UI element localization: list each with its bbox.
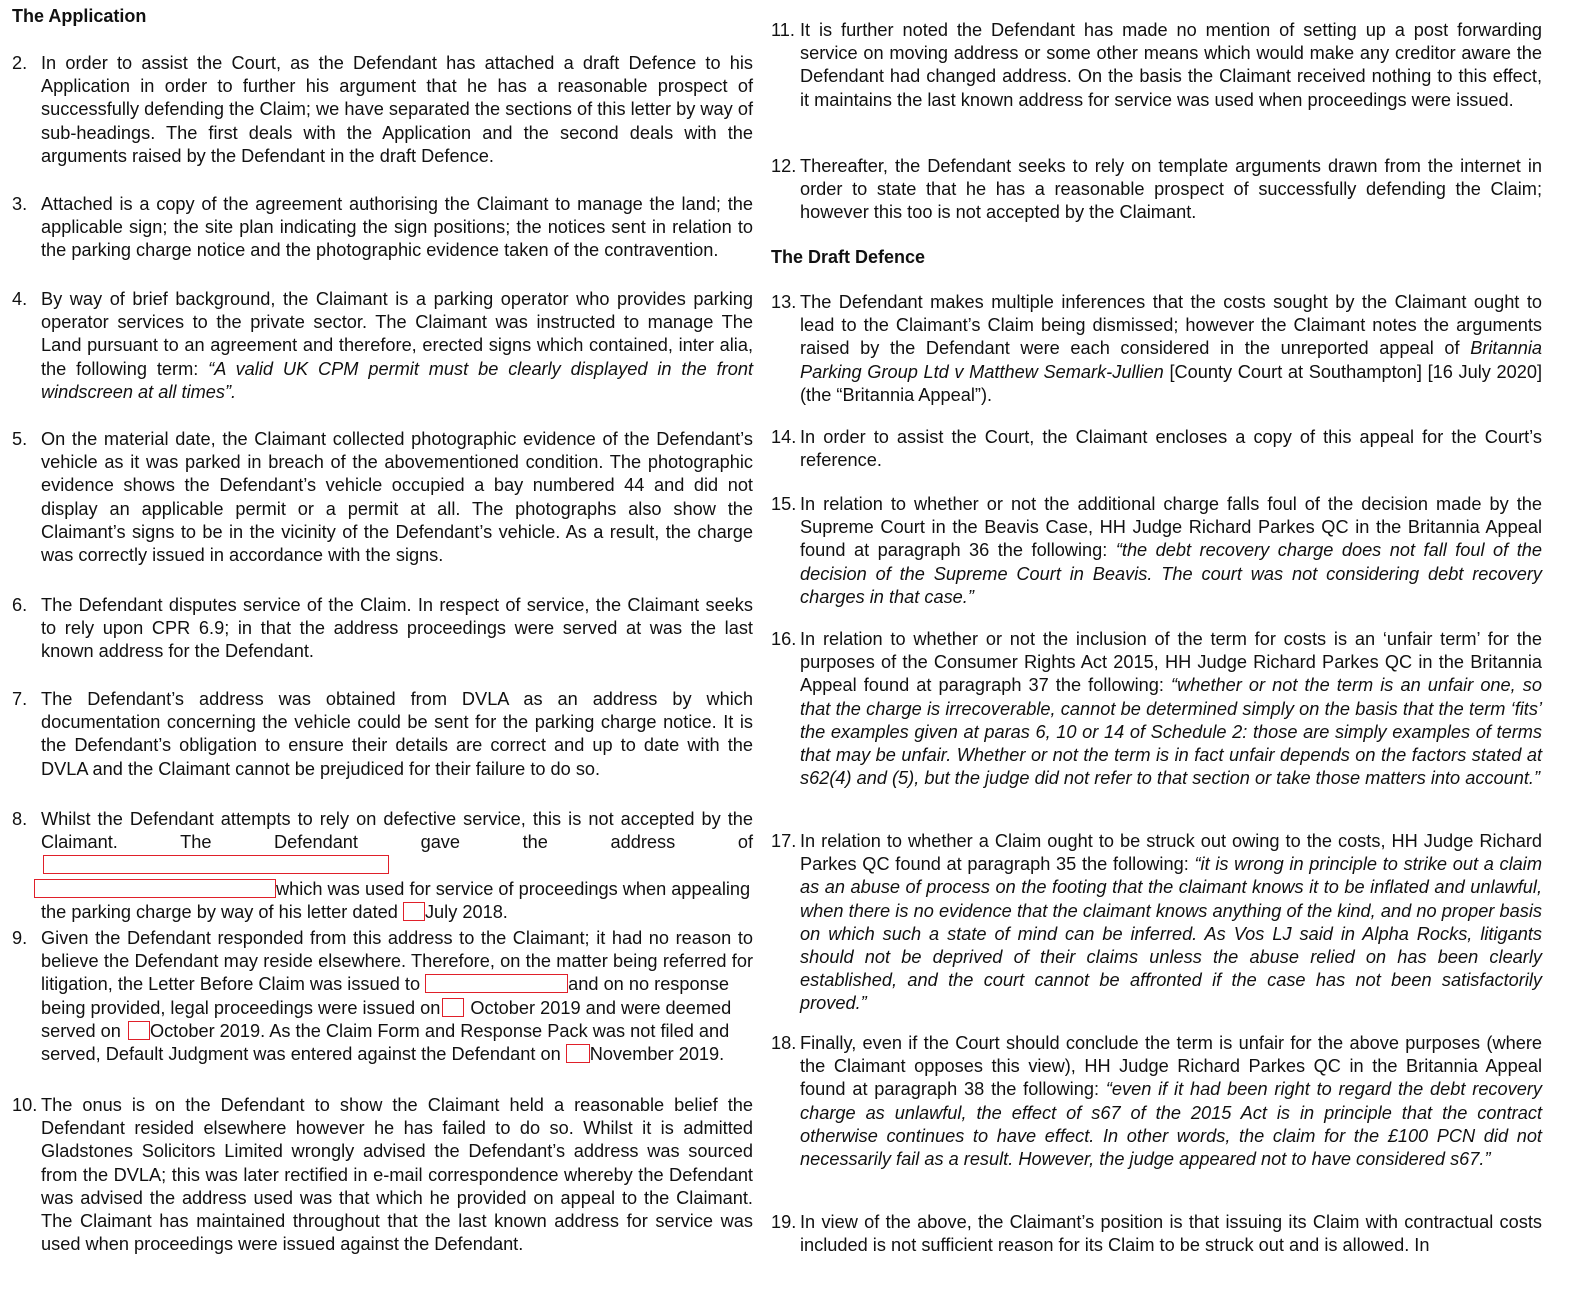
paragraph-number: 4. — [12, 289, 28, 309]
paragraph-number: 7. — [12, 689, 28, 709]
section-heading-draft-defence: The Draft Defence — [771, 247, 926, 267]
quoted-judgment: “it is wrong in principle to strike out a claim as an abuse of process on the footing that the claimant knows it to be inflated and unlawful, when there is no evidence that the claimant knows anything of the kind, and no proper basis on which such a state of mind can be inferred. As Vos LJ said in Alpha Rocks, litigants should not be deprived of their claims unless the abuse relied on has been clearly established, and the court cannot be affronted if the case has not been satisfactorily proved.” — [800, 854, 1542, 1014]
paragraph-text: Whilst the Defendant attempts to rely on defective service, this is not accepted by the Claimant. The Defendant gave the address of — [41, 809, 753, 853]
paragraph-text: The Defendant disputes service of the Claim. In respect of service, the Claimant seeks to rely upon CPR 6.9; in that the address proceedings were served at was the last known address for the Defendant. — [41, 595, 753, 662]
quoted-sign-term: “A valid UK CPM permit must be clearly displayed in the front windscreen at all times”. — [41, 358, 754, 402]
paragraph-number: 2. — [12, 53, 28, 73]
paragraph-text-run: By way of brief background, the Claimant is a parking operator who provides parking operator services to the private sector. The Claimant was instructed to manage The Land pursuant to an agreement and therefore, erected signs which contained, inter alia, the following term: — [41, 289, 753, 379]
paragraph-text: served, Default Judgment was entered against the Defendant on — [41, 1044, 561, 1065]
paragraph-text: October 2019 and were deemed — [470, 997, 732, 1018]
paragraph-text: In relation to whether a Claim ought to be struck out owing to the costs, HH Judge Richard Parkes QC found at paragraph 35 the following: — [800, 831, 1542, 875]
paragraph-text: October 2019. As the Claim Form and Response Pack was not filed and — [149, 1020, 730, 1041]
paragraph-text: being provided, legal proceedings were issued on — [41, 997, 441, 1018]
paragraph-text: It is further noted the Defendant has made no mention of setting up a post forwarding service on moving address or some other means which would make any creditor aware the Defendant had changed address. On the basis the Claimant received nothing to this effect, it maintains the last known address for service was used when proceedings were issued. — [800, 20, 1542, 110]
paragraph-number: 17. — [771, 831, 797, 851]
paragraph-text: In order to assist the Court, as the Defendant has attached a draft Defence to his Application in order to further his argument that he has a reasonable prospect of successfully defending the Claim; we have separated the sections of this letter by way of sub-headings. The first deals with the Application and the second deals with the arguments raised by the Defendant in the draft Defence. — [41, 53, 753, 166]
paragraph-number: 10. — [12, 1095, 38, 1115]
paragraph-text: In order to assist the Court, the Claimant encloses a copy of this appeal for the Court’s reference. — [800, 427, 1542, 471]
paragraph-8 — [12, 808, 757, 924]
quoted-judgment: “the debt recovery charge does not fall foul of the decision of the Supreme Court in Beavis. The court was not considering debt recovery charges in that case.” — [800, 540, 1542, 607]
redacted-address — [34, 879, 276, 898]
paragraph-text: served on — [41, 1020, 121, 1041]
redacted-date — [442, 998, 464, 1017]
paragraph-15 — [771, 493, 1542, 609]
paragraph-text: Given the Defendant responded from this address to the Claimant; it had no reason to believe the Defendant may reside elsewhere. Therefore, on the matter being referred for litigation, the Letter Before Claim was issued to — [41, 928, 753, 995]
paragraph-3 — [12, 193, 753, 263]
paragraph-number: 6. — [12, 595, 28, 615]
paragraph-16 — [771, 628, 1542, 790]
paragraph-text — [41, 288, 753, 404]
paragraph-14 — [771, 426, 1542, 472]
paragraph-text: Attached is a copy of the agreement authorising the Claimant to manage the land; the applicable sign; the site plan indicating the sign positions; the notices sent in relation to the parking charge notice and the photographic evidence taken of the contravention. — [41, 194, 753, 261]
paragraph-number: 14. — [771, 427, 797, 447]
paragraph-text: the parking charge by way of his letter dated — [41, 901, 398, 922]
paragraph-text: In relation to whether or not the inclusion of the term for costs is an ‘unfair term’ for the purposes of the Consumer Rights Act 2015, HH Judge Richard Parkes QC in the Britannia Appeal found at paragraph 37 the following: — [800, 629, 1542, 696]
paragraph-text: which was used for service of proceedings when appealing — [276, 878, 751, 899]
case-name: Britannia Parking Group Ltd v Matthew Semark-Jullien — [800, 338, 1542, 382]
paragraph-number: 8. — [12, 809, 28, 829]
quoted-judgment: “whether or not the term is an unfair one, so that the charge is irrecoverable, cannot be determined simply on the basis that the term ‘fits’ the examples given at paras 6, 10 or 14 of Schedule 2: those are simply examples of terms that may be unfair. Whether or not the term is in fact unfair depends on the factors stated at s62(4) and (5), but the judge did not refer to that section or take those matters into account.” — [800, 675, 1542, 789]
paragraph-text: Thereafter, the Defendant seeks to rely on template arguments drawn from the internet in order to state that he has a reasonable prospect of successfully defending the Claim; however this too is not accepted by the Claimant. — [800, 156, 1542, 223]
paragraph-6 — [12, 594, 753, 664]
redacted-date — [403, 902, 425, 921]
paragraph-text: Finally, even if the Court should conclude the term is unfair for the above purposes (where the Claimant opposes this view), HH Judge Richard Parkes QC in the Britannia Appeal found at paragraph 38 the following: — [800, 1033, 1542, 1100]
paragraph-number: 11. — [771, 20, 795, 40]
paragraph-number: 9. — [12, 928, 28, 948]
paragraph-19 — [771, 1211, 1542, 1257]
paragraph-18 — [771, 1032, 1542, 1171]
paragraph-12 — [771, 155, 1542, 225]
paragraph-number: 15. — [771, 494, 797, 514]
paragraph-text: and on no response — [568, 974, 729, 995]
paragraph-17 — [771, 830, 1542, 1016]
paragraph-text: November 2019. — [589, 1044, 725, 1065]
paragraph-text: The onus is on the Defendant to show the Claimant held a reasonable belief the Defendant resided elsewhere however he has failed to do so. Whilst it is admitted Gladstones Solicitors Limited wrongly advised the Defendant’s address was sourced from the DVLA; this was later rectified in e-mail correspondence whereby the Defendant was advised the address used was that which he provided on appeal to the Claimant. The Claimant has maintained throughout that the last known address for service was used when proceedings were issued against the Defendant. — [41, 1095, 753, 1255]
paragraph-2 — [12, 52, 753, 168]
paragraph-number: 13. — [771, 292, 797, 312]
redacted-date — [128, 1021, 150, 1040]
redacted-address — [43, 855, 389, 874]
paragraph-number: 19. — [771, 1212, 797, 1232]
paragraph-11 — [771, 19, 1542, 112]
paragraph-9 — [12, 927, 753, 1066]
paragraph-text: In view of the above, the Claimant’s position is that issuing its Claim with contractual costs included is not sufficient reason for its Claim to be struck out and is allowed. In — [800, 1212, 1542, 1256]
paragraph-5 — [12, 428, 753, 567]
paragraph-number: 18. — [771, 1033, 797, 1053]
paragraph-text: The Defendant’s address was obtained from DVLA as an address by which documentation concerning the vehicle could be sent for the parking charge notice. It is the Defendant’s obligation to ensure their details are correct and up to date with the DVLA and the Claimant cannot be prejudiced for their failure to do so. — [41, 689, 753, 779]
redacted-date — [566, 1044, 590, 1063]
paragraph-number: 16. — [771, 629, 797, 649]
paragraph-7 — [12, 688, 753, 781]
paragraph-number: 12. — [771, 156, 797, 176]
paragraph-13 — [771, 291, 1542, 407]
paragraph-4 — [12, 288, 753, 404]
redacted-address — [425, 974, 568, 993]
paragraph-text: [County Court at Southampton] [16 July 2020] (the “Britannia Appeal”). — [800, 361, 1542, 405]
section-heading-application: The Application — [12, 6, 147, 26]
quoted-judgment: “even if it had been right to regard the debt recovery charge as unlawful, the effect of s67 of the 2015 Act is in principle that the contract otherwise continues to have effect. In other words, the claim for the £100 PCN did not necessarily fail as a result. However, the judge appeared not to have considered s67.” — [800, 1079, 1542, 1170]
paragraph-number: 5. — [12, 429, 28, 449]
paragraph-text: July 2018. — [424, 901, 508, 922]
paragraph-text: On the material date, the Claimant collected photographic evidence of the Defendant’s vehicle as it was parked in breach of the abovementioned condition. The photographic evidence shows the Defendant’s vehicle occupied a bay numbered 44 and did not display an applicable permit or a permit at all. The photographs also show the Claimant’s signs to be in the vicinity of the Defendant’s vehicle. As a result, the charge was correctly issued in accordance with the signs. — [41, 429, 753, 566]
paragraph-text: In relation to whether or not the additional charge falls foul of the decision made by the Supreme Court in the Beavis Case, HH Judge Richard Parkes QC in the Britannia Appeal found at paragraph 36 the following: — [800, 494, 1542, 561]
paragraph-text: The Defendant makes multiple inferences that the costs sought by the Claimant ought to lead to the Claimant’s Claim being dismissed; however the Claimant notes the arguments raised by the Defendant were each considered in the unreported appeal of — [800, 292, 1542, 359]
paragraph-10 — [12, 1094, 753, 1256]
paragraph-number: 3. — [12, 194, 28, 214]
